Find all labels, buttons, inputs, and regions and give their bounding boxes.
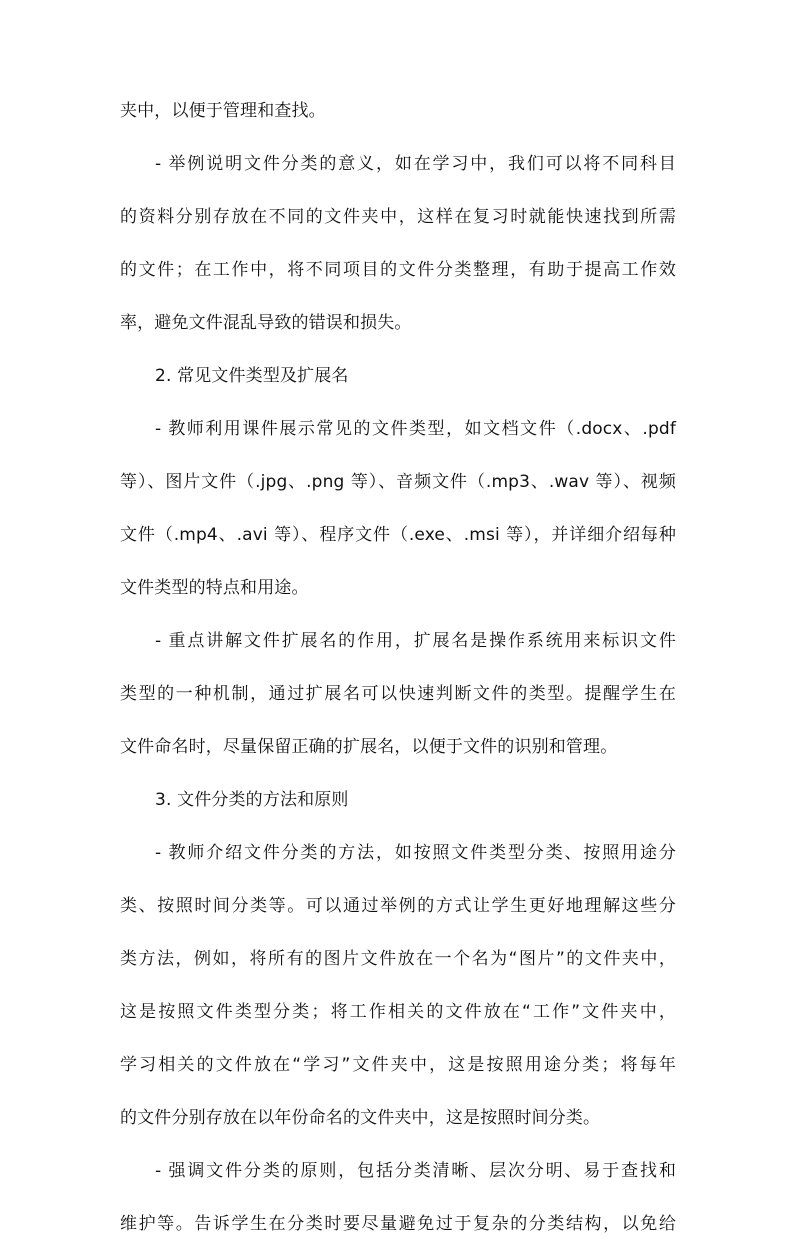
text-line: 学习相关的文件放在“学习”文件夹中，这是按照用途分类；将每年 <box>120 1055 676 1075</box>
text-line: - 强调文件分类的原则，包括分类清晰、层次分明、易于查找和 <box>155 1161 676 1181</box>
text-line: 维护等。告诉学生在分类时要尽量避免过于复杂的分类结构，以免给 <box>120 1214 676 1234</box>
text-line: 的文件；在工作中，将不同项目的文件分类整理，有助于提高工作效 <box>120 260 676 280</box>
text-line: - 重点讲解文件扩展名的作用，扩展名是操作系统用来标识文件 <box>155 631 676 651</box>
text-line: 等）、图片文件（.jpg、.png 等）、音频文件（.mp3、.wav 等）、视频 <box>120 472 676 492</box>
text-line: 类型的一种机制，通过扩展名可以快速判断文件的类型。提醒学生在 <box>120 684 676 704</box>
text-line: 类、按照时间分类等。可以通过举例的方式让学生更好地理解这些分 <box>120 896 676 916</box>
text-line: 文件（.mp4、.avi 等）、程序文件（.exe、.msi 等），并详细介绍每种 <box>120 525 676 545</box>
text-line: 文件命名时，尽量保留正确的扩展名，以便于文件的识别和管理。 <box>120 737 618 757</box>
text-line: 率，避免文件混乱导致的错误和损失。 <box>120 313 412 333</box>
text-line: 夹中，以便于管理和查找。 <box>120 101 326 121</box>
text-line: 的文件分别存放在以年份命名的文件夹中，这是按照时间分类。 <box>120 1108 601 1128</box>
section-heading: 2. 常见文件类型及扩展名 <box>155 366 349 386</box>
text-line: 类方法，例如，将所有的图片文件放在一个名为“图片”的文件夹中， <box>120 949 676 969</box>
text-line: 的资料分别存放在不同的文件夹中，这样在复习时就能快速找到所需 <box>120 207 676 227</box>
text-line: - 教师介绍文件分类的方法，如按照文件类型分类、按照用途分 <box>155 843 676 863</box>
section-heading: 3. 文件分类的方法和原则 <box>155 790 349 810</box>
text-line: 这是按照文件类型分类；将工作相关的文件放在“工作”文件夹中， <box>120 1002 676 1022</box>
text-line: - 教师利用课件展示常见的文件类型，如文档文件（.docx、.pdf <box>155 419 676 439</box>
text-line: - 举例说明文件分类的意义，如在学习中，我们可以将不同科目 <box>155 154 676 174</box>
text-line: 文件类型的特点和用途。 <box>120 578 309 598</box>
